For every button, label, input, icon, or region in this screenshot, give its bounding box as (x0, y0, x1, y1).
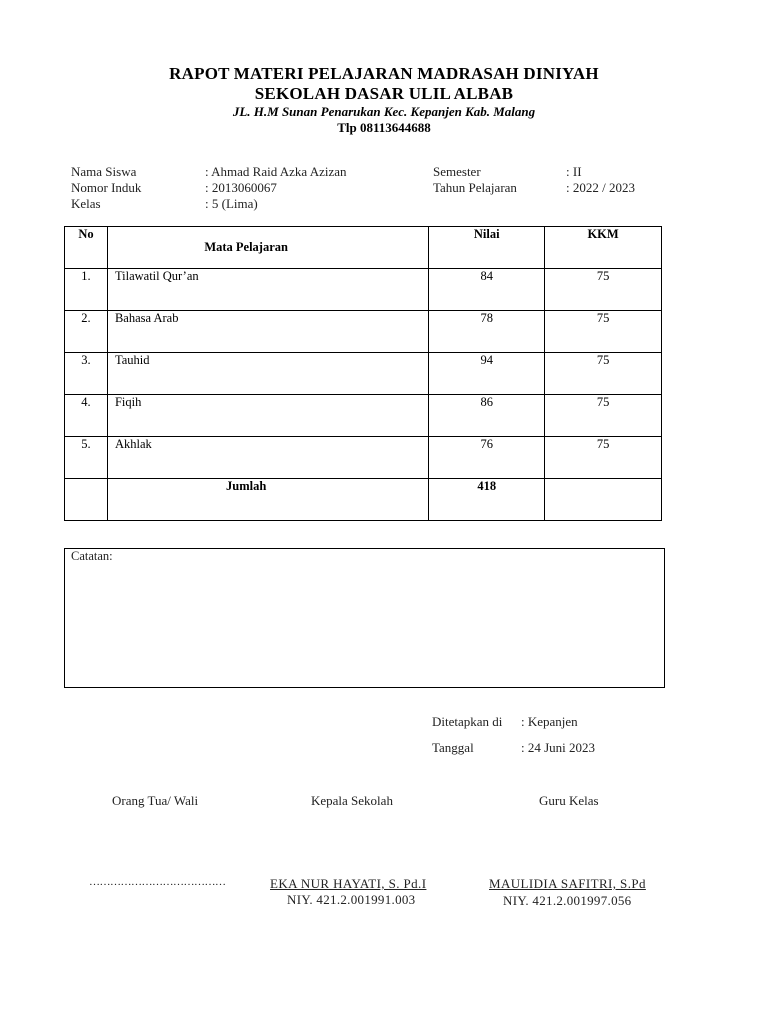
row-score: 76 (429, 437, 545, 479)
principal-label: Kepala Sekolah (311, 793, 393, 808)
report-title-line2: SEKOLAH DASAR ULIL ALBAB (254, 84, 514, 103)
row-no: 1. (65, 269, 108, 311)
principal-name: EKA NUR HAYATI, S. Pd.I (270, 876, 427, 891)
student-name-value: : Ahmad Raid Azka Azizan (205, 164, 347, 179)
school-address: JL. H.M Sunan Penarukan Kec. Kepanjen Kab. Malang (232, 104, 536, 119)
row-no: 4. (65, 395, 108, 437)
date-label: Tanggal (432, 740, 474, 755)
row-kkm: 75 (545, 353, 662, 395)
school-year-value: : 2022 / 2023 (566, 180, 635, 195)
row-score: 84 (429, 269, 545, 311)
semester-label: Semester (433, 164, 481, 179)
row-subject: Fiqih (107, 395, 428, 437)
row-score: 78 (429, 311, 545, 353)
header-subject: Mata Pelajaran (107, 227, 428, 269)
school-year-label: Tahun Pelajaran (433, 180, 517, 195)
parent-label: Orang Tua/ Wali (112, 793, 199, 808)
total-kkm-empty (545, 479, 662, 521)
total-empty-cell (65, 479, 108, 521)
student-class-label: Kelas (71, 196, 101, 211)
table-row (65, 437, 662, 479)
parent-signature-line: ………………………………… (89, 876, 226, 888)
row-subject: Bahasa Arab (107, 311, 428, 353)
table-row (65, 395, 662, 437)
table-total-row (65, 479, 662, 521)
grades-table (64, 226, 662, 521)
student-class-value: : 5 (Lima) (205, 196, 258, 211)
header-no: No (65, 227, 108, 269)
student-id-value: : 2013060067 (205, 180, 277, 195)
notes-label: Catatan: (71, 549, 113, 563)
total-label: Jumlah (107, 479, 428, 521)
report-title-line1: RAPOT MATERI PELAJARAN MADRASAH DINIYAH (169, 64, 599, 83)
row-score: 86 (429, 395, 545, 437)
row-no: 5. (65, 437, 108, 479)
row-no: 2. (65, 311, 108, 353)
row-kkm: 75 (545, 311, 662, 353)
notes-box (64, 548, 665, 688)
table-header-row (65, 227, 662, 269)
teacher-label: Guru Kelas (539, 793, 599, 808)
place-label: Ditetapkan di (432, 714, 503, 729)
header-score: Nilai (429, 227, 545, 269)
place-value: : Kepanjen (521, 714, 578, 729)
teacher-niy: NIY. 421.2.001997.056 (503, 893, 632, 908)
student-name-label: Nama Siswa (71, 164, 137, 179)
semester-value: : II (566, 164, 582, 179)
row-subject: Akhlak (107, 437, 428, 479)
row-kkm: 75 (545, 269, 662, 311)
row-subject: Tauhid (107, 353, 428, 395)
teacher-name: MAULIDIA SAFITRI, S.Pd (489, 876, 646, 891)
row-kkm: 75 (545, 437, 662, 479)
student-id-label: Nomor Induk (71, 180, 142, 195)
table-row (65, 269, 662, 311)
row-subject: Tilawatil Qur’an (107, 269, 428, 311)
header-kkm: KKM (545, 227, 662, 269)
table-row (65, 353, 662, 395)
total-score: 418 (429, 479, 545, 521)
date-value: : 24 Juni 2023 (521, 740, 596, 755)
row-no: 3. (65, 353, 108, 395)
row-kkm: 75 (545, 395, 662, 437)
school-phone: Tlp 08113644688 (337, 120, 431, 135)
row-score: 94 (429, 353, 545, 395)
principal-niy: NIY. 421.2.001991.003 (287, 892, 416, 907)
table-row (65, 311, 662, 353)
